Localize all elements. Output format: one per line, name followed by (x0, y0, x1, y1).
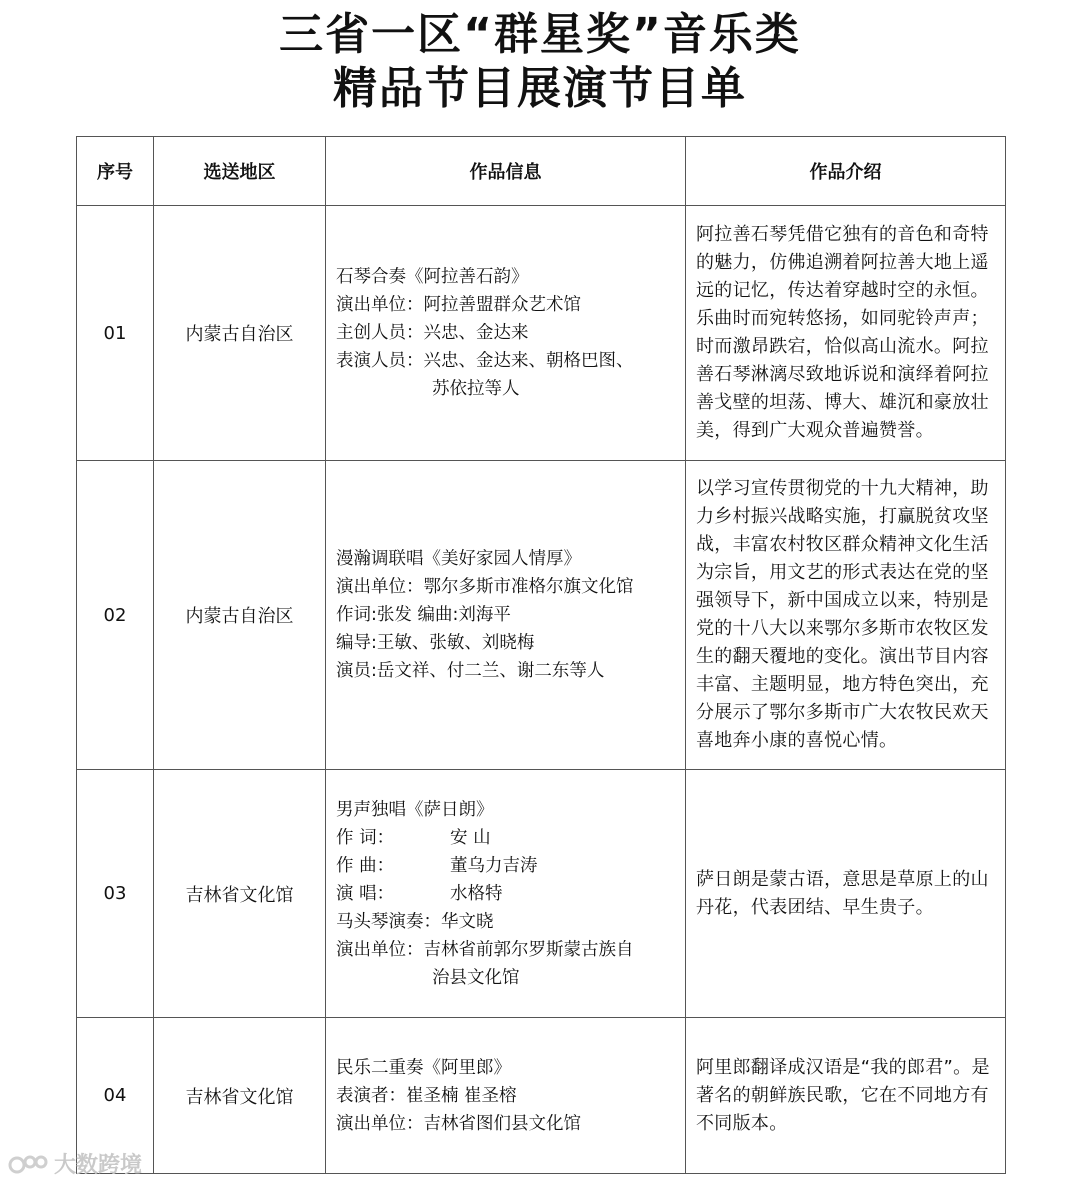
work-unit-cont: 治县文化馆 (432, 967, 520, 988)
row-number: 03 (77, 770, 154, 1018)
program-table (76, 136, 1006, 1174)
row-work-info (326, 770, 686, 1018)
work-directors: 编导:王敏、张敏、刘晓梅 (336, 633, 535, 653)
kv-value: 董乌力吉涛 (450, 855, 538, 876)
work-performers-cont: 苏依拉等人 (432, 379, 520, 399)
row-number: 04 (77, 1018, 154, 1174)
header-region: 选送地区 (154, 137, 326, 206)
table-header-row (77, 137, 1006, 206)
row-work-intro (686, 770, 1006, 1018)
work-unit: 演出单位：吉林省图们县文化馆 (336, 1113, 581, 1134)
row-work-info (326, 206, 686, 461)
row-region: 内蒙古自治区 (154, 206, 326, 461)
work-unit: 演出单位：阿拉善盟群众艺术馆 (336, 295, 581, 315)
watermark (8, 1148, 142, 1179)
intro-text: 阿拉善石琴凭借它独有的音色和奇特的魅力，仿佛追溯着阿拉善大地上遥远的记忆，传达着穿越时空的永恒。乐曲时而宛转悠扬，如同驼铃声声；时而激昂跌宕，恰似高山流水。阿拉善石琴淋漓尽致地诉说和演绎着阿拉善戈壁的坦荡、博大、雄沉和豪放壮美，得到广大观众普遍赞誉。 (696, 224, 989, 441)
work-creators: 主创人员：兴忠、金达来 (336, 323, 529, 343)
intro-text: 萨日朗是蒙古语，意思是草原上的山丹花，代表团结、早生贵子。 (696, 868, 989, 918)
kv-value: 安 山 (450, 827, 491, 848)
row-work-intro (686, 206, 1006, 461)
work-title: 石琴合奏《阿拉善石韵》 (336, 267, 529, 287)
row-number: 02 (77, 461, 154, 770)
kv-label: 作 词： (336, 827, 395, 848)
row-region: 吉林省文化馆 (154, 1018, 326, 1174)
row-work-info (326, 1018, 686, 1174)
row-region: 吉林省文化馆 (154, 770, 326, 1018)
row-work-info (326, 461, 686, 770)
table-row (77, 461, 1006, 770)
header-work-intro: 作品介绍 (686, 137, 1006, 206)
work-performers: 表演人员：兴忠、金达来、朝格巴图、 (336, 351, 634, 371)
work-title: 男声独唱《萨日朗》 (336, 799, 494, 820)
row-work-intro (686, 461, 1006, 770)
intro-text: 阿里郎翻译成汉语是“我的郎君”。是著名的朝鲜族民歌，它在不同地方有不同版本。 (696, 1056, 990, 1134)
document-title-line2: 精品节目展演节目单 (333, 63, 747, 114)
work-title: 民乐二重奏《阿里郎》 (336, 1057, 511, 1078)
work-morin-khuur: 马头琴演奏：华文晓 (336, 911, 494, 932)
header-number: 序号 (77, 137, 154, 206)
watermark-logo-icon (8, 1151, 48, 1177)
row-region: 内蒙古自治区 (154, 461, 326, 770)
header-work-info: 作品信息 (326, 137, 686, 206)
work-performers: 表演者：崔圣楠 崔圣榕 (336, 1085, 517, 1106)
table-row (77, 206, 1006, 461)
work-composer (336, 852, 677, 880)
intro-text: 以学习宣传贯彻党的十九大精神，助力乡村振兴战略实施，打赢脱贫攻坚战，丰富农村牧区群众精神文化生活为宗旨，用文艺的形式表达在党的坚强领导下，新中国成立以来，特别是党的十八大以来鄂尔多斯市农牧区发生的翻天覆地的变化。演出节目内容丰富、主题明显，地方特色突出，充分展示了鄂尔多斯市广大农牧民欢天喜地奔小康的喜悦心情。 (696, 478, 989, 751)
work-performers: 演员:岳文祥、付二兰、谢二东等人 (336, 661, 605, 681)
table-row (77, 770, 1006, 1018)
work-singer (336, 880, 677, 908)
document-title-line1: 三省一区“群星奖”音乐类 (279, 9, 801, 60)
table-row (77, 1018, 1006, 1174)
work-title: 漫瀚调联唱《美好家园人情厚》 (336, 549, 581, 569)
kv-label: 作 曲： (336, 855, 395, 876)
work-lyrics-composer: 作词:张发 编曲:刘海平 (336, 605, 511, 625)
watermark-text: 大数跨境 (54, 1153, 143, 1178)
kv-label: 演 唱： (336, 883, 395, 904)
work-unit: 演出单位：吉林省前郭尔罗斯蒙古族自 (336, 939, 634, 960)
kv-value: 水格特 (450, 883, 503, 904)
row-number: 01 (77, 206, 154, 461)
work-unit: 演出单位：鄂尔多斯市准格尔旗文化馆 (336, 577, 634, 597)
work-lyricist (336, 824, 677, 852)
row-work-intro (686, 1018, 1006, 1174)
